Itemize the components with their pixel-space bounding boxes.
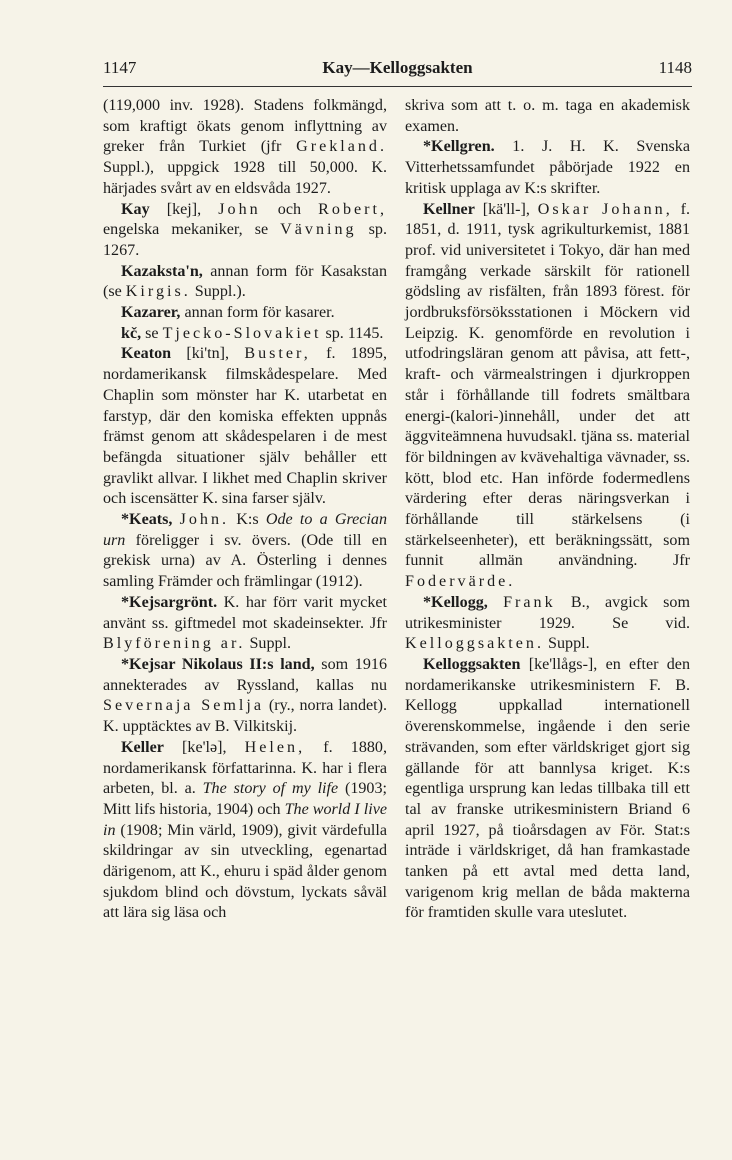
entry-text: (ry., norra landet). K. upptäcktes av B. Vilkitskij. xyxy=(103,697,388,736)
spaced-reference: Buster, xyxy=(244,345,311,363)
entry-headword: *Kellogg, xyxy=(423,593,488,611)
entry-text: 1. J. H. K. Svenska Vitterhetssamfundet påbörjade 1922 en kritisk upplaga av K:s skrifter. xyxy=(405,138,690,197)
entry-headword: kč, xyxy=(121,324,142,342)
header-rule xyxy=(103,86,692,87)
entry-text: K. har förr varit mycket använt ss. giftmedel mot skadeinsekter. Jfr xyxy=(103,593,387,632)
dictionary-entry xyxy=(103,303,387,324)
entry-headword: *Kejsar Nikolaus II:s land, xyxy=(121,655,315,673)
spaced-reference: John xyxy=(218,200,261,218)
entry-headword: Kazaksta'n, xyxy=(121,262,203,280)
spaced-reference: Helen, xyxy=(244,738,306,756)
dictionary-entry xyxy=(103,324,387,345)
spaced-reference: Grekland. xyxy=(296,138,387,156)
right-page-number: 1148 xyxy=(658,58,692,77)
entry-text: annan form för kasarer. xyxy=(180,304,335,322)
entry-text xyxy=(172,511,179,528)
entry-text: [kä'll-], xyxy=(474,200,538,218)
entry-headword: Keaton xyxy=(121,345,172,363)
right-text-column xyxy=(405,96,690,924)
entry-text: Suppl. xyxy=(544,635,590,653)
entry-text: f. 1880, nordamerikansk författarinna. K. har i flera arbeten, bl. a. xyxy=(103,738,388,798)
spaced-reference: Frank xyxy=(503,593,556,611)
dictionary-entry xyxy=(103,200,387,262)
entry-text: Suppl. xyxy=(245,635,292,653)
spaced-reference: Robert, xyxy=(318,200,387,218)
spaced-reference: Fodervärde. xyxy=(405,573,516,591)
entry-text: (119,000 inv. 1928). Stadens folkmängd, som kraftigt ökats genom inflyttning av greker från Turkiet (jfr xyxy=(103,97,387,156)
entry-text: f. 1851, d. 1911, tysk agrikulturkemist, 1881 prof. vid universitetet i Tokyo, där han med framgång verkade särskilt för rationell gödsling av risfälten, från 1893 förest. för jordbruksförsöksstationen i Möckern vid Leipzig. K. genomförde en revolution i utfodringsläran genom att påvisa, att fett-, kraft- och värmealstringen i djurkroppen står i förhållande till fodrets smältbara energi-(kalori-)innehåll, under det att äggviteämnena huvudsakl. tjäna ss. material för bildningen av kvävehaltiga vävnader, ss. kött, blod etc. Han införde fodermedlens värdering efter deras näringsverkan i förhållande till stärkelsens (i stärkelseenheter), ett beräkningssätt, som funnit allmän användning. Jfr xyxy=(405,200,691,570)
entry-headword: *Kellgren. xyxy=(423,138,495,156)
entry-headword: Kellner xyxy=(423,200,475,218)
dictionary-entry xyxy=(405,593,690,655)
left-text-column xyxy=(103,96,387,924)
entry-headword: Kay xyxy=(121,200,150,218)
spaced-reference: Severnaja Semlja xyxy=(103,697,265,715)
spaced-reference: John. xyxy=(179,511,230,529)
entry-text: [ke'llågs-], en efter den nordamerikanske utrikesministern F. B. Kellogg uppkallad internationell överenskommelse, ingående i den serie strävanden, som efter världskriget gjort sig gällande för att bannlysa kriget. K:s egentliga ursprung kan ledas tillbaka till ett tal av franske utrikesministern Briand 6 april 1927, på tioårsdagen av För. Stat:s inträde i världskriget, då han framkastade tanken på ett avtal med detta land, varigenom krig mellan de båda makterna för framtiden skulle vara uteslutet. xyxy=(405,655,690,922)
spaced-reference: Kelloggsakten. xyxy=(405,635,544,653)
entry-headword: Kelloggsakten xyxy=(423,655,521,673)
entry-text: [ki'tn], xyxy=(171,345,245,363)
dictionary-entry xyxy=(103,510,387,593)
entry-text: (1908; Min värld, 1909), givit värdefulla skildringar av sin utveckling, egenartad därigenom, att K., ehuru i späd ålder genom sjukdom blind och dövstum, lyckats såväl att lära sig läsa och xyxy=(103,821,387,922)
entry-text: [ke'lə], xyxy=(163,738,245,756)
entry-text: och xyxy=(260,200,319,218)
page-header xyxy=(103,58,692,86)
italic-title: The story of my life xyxy=(202,780,339,798)
italic-title: The world I live in xyxy=(103,800,387,839)
entry-text: f. 1895, nordamerikansk filmskådespelare. Med Chaplin som mönster har K. utarbetat en farstyp, där den komiska effekten uppnås främst genom att skådespelaren i de mest befängda situationer själv behåller ett gravlikt allvar. I likhet med Chaplin skriver och iscensätter K. sina farser själv. xyxy=(103,345,387,508)
entry-text xyxy=(488,594,503,611)
dictionary-entry xyxy=(405,655,690,924)
entry-text: annan form för Kasakstan (se xyxy=(103,262,387,301)
running-title: Kay—Kelloggsakten xyxy=(322,58,473,77)
entry-text: K:s xyxy=(229,511,266,529)
dictionary-entry xyxy=(103,738,387,924)
entry-text: engelska mekaniker, se xyxy=(103,221,281,239)
entry-headword: *Kejsargrönt. xyxy=(121,593,218,611)
entry-text: Suppl.). xyxy=(190,283,246,301)
entry-text: föreligger i sv. övers. (Ode till en grekisk urna) av A. Österling i dennes samling Främder och främlingar (1912). xyxy=(103,531,387,591)
continued-paragraph xyxy=(103,96,387,200)
entry-text: Suppl.), uppgick 1928 till 50,000. K. härjades svårt av en eldsvåda 1927. xyxy=(103,159,387,197)
entry-text: skriva som att t. o. m. taga en akademisk examen. xyxy=(405,97,690,135)
left-page-number: 1147 xyxy=(103,58,137,77)
dictionary-entry xyxy=(405,137,690,199)
entry-headword: Keller xyxy=(121,738,164,756)
spaced-reference: Kirgis. xyxy=(125,283,191,301)
dictionary-entry xyxy=(103,655,387,738)
spaced-reference: Vävning xyxy=(280,221,357,239)
spaced-reference: Tjecko-Slovakiet xyxy=(162,324,322,342)
spaced-reference: Oskar Johann, xyxy=(537,200,673,218)
entry-text: sp. 1267. xyxy=(103,221,387,259)
dictionary-entry xyxy=(405,200,690,593)
entry-text: sp. 1145. xyxy=(321,324,384,342)
dictionary-entry xyxy=(103,262,387,303)
entry-text: (1903; Mitt lifs historia, 1904) och xyxy=(103,780,387,818)
entry-text: som 1916 annekterades av Ryssland, kallas nu xyxy=(103,655,387,694)
italic-title: Ode to a Grecian urn xyxy=(103,511,387,549)
entry-headword: *Keats, xyxy=(121,511,173,529)
entry-text: [kej], xyxy=(149,200,219,218)
entry-text: se xyxy=(141,324,163,342)
entry-text: B., avgick som utrikesminister 1929. Se vid. xyxy=(405,593,690,632)
spaced-reference: Blyförening ar. xyxy=(103,635,246,653)
entry-headword: Kazarer, xyxy=(121,304,181,322)
dictionary-entry xyxy=(103,593,387,655)
continued-paragraph xyxy=(405,96,690,137)
dictionary-entry xyxy=(103,344,387,510)
